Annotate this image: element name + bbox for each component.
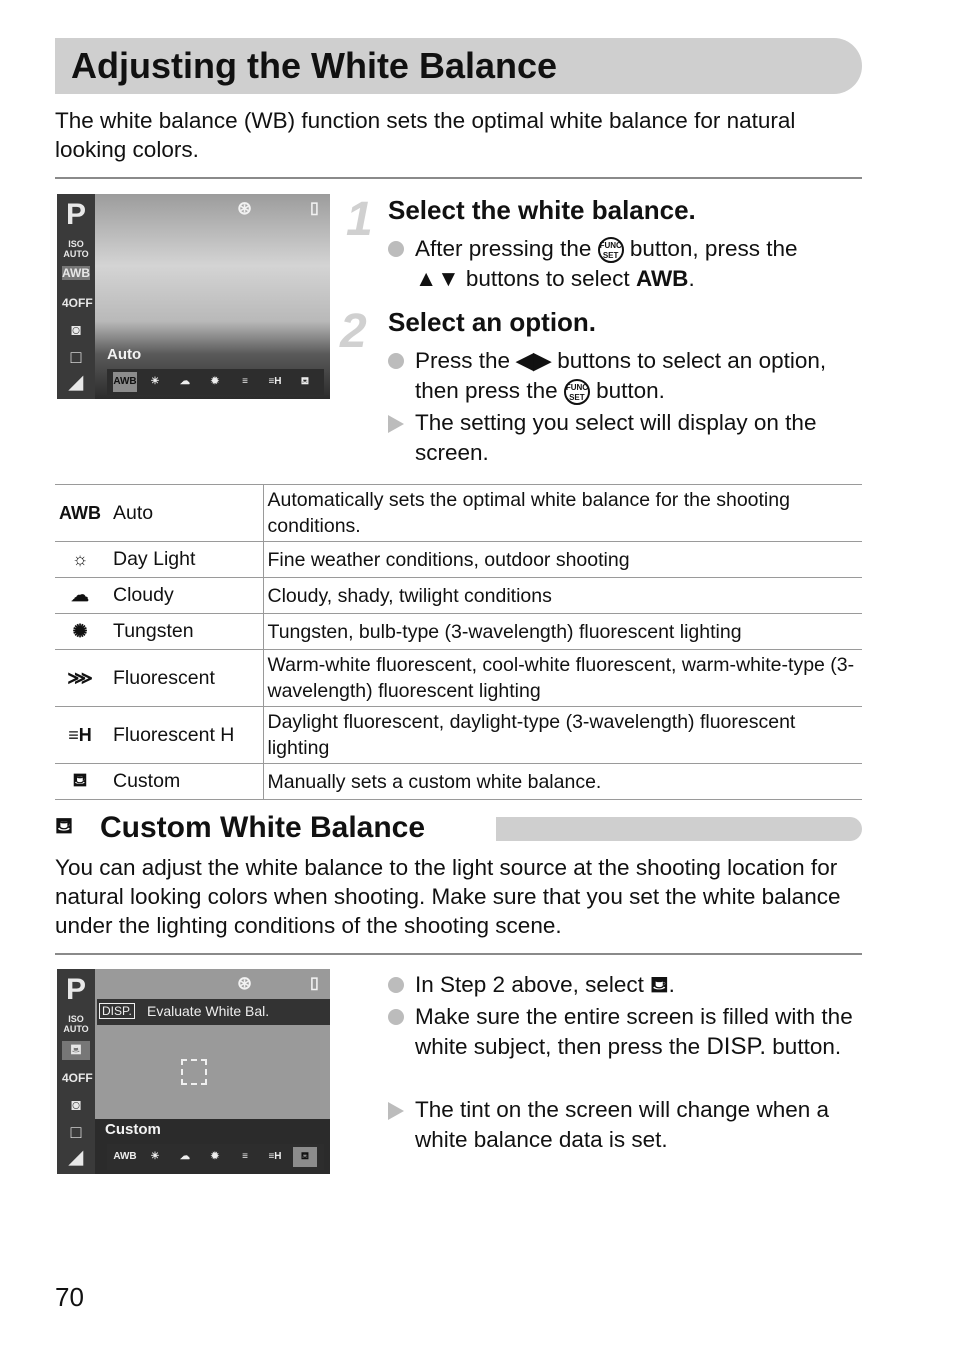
table-row — [55, 485, 862, 542]
divider — [55, 177, 862, 179]
wb-mode-icon: ☁ — [55, 578, 105, 614]
section-bar — [496, 817, 862, 841]
wb-option-icon: ≡ — [242, 376, 248, 387]
self-timer-icon: ◙ — [71, 322, 81, 339]
wb-option-icon: ≡H — [268, 1151, 282, 1162]
disp-icon: DISP. — [99, 1003, 135, 1019]
battery-icon: ▯ — [310, 975, 319, 992]
left-right-arrows-icon: ◀▶ — [516, 348, 551, 373]
wb-mode-name: Cloudy — [105, 578, 263, 614]
wb-option-icon: ☁ — [180, 376, 190, 387]
table-row — [55, 764, 862, 800]
mode-p-icon: P — [65, 973, 86, 1006]
self-timer-icon: ◙ — [71, 1097, 81, 1114]
wb-option-bar — [107, 1144, 324, 1170]
func-set-icon: FUNC SET — [564, 379, 590, 405]
wb-option-icon: ≡ — [242, 1151, 248, 1162]
wb-mode-desc: Manually sets a custom white balance. — [263, 764, 862, 800]
iso-icon: ISO AUTO — [63, 1014, 89, 1034]
wb-mode-name: Fluorescent H — [105, 707, 263, 764]
wb-option-icon: ✹ — [210, 1151, 220, 1162]
wb-option-icon: ☀ — [150, 1151, 160, 1162]
table-row — [55, 542, 862, 578]
awb-icon: AWB — [635, 266, 689, 291]
camera-screen-custom — [57, 969, 330, 1174]
mode-p-icon: P — [65, 198, 86, 231]
evaluate-label: Evaluate White Bal. — [147, 1003, 270, 1019]
custom-wb-icon: ⛾ — [62, 1041, 90, 1060]
camera-screen-wb — [57, 194, 330, 399]
awb-icon: AWB — [62, 266, 90, 280]
custom-bullet: In Step 2 above, select ⛾. — [415, 970, 855, 1000]
step-title: Select the white balance. — [388, 195, 696, 225]
table-row — [55, 614, 862, 650]
wb-mode-desc: Daylight fluorescent, daylight-type (3-wavelength) fluorescent lighting — [263, 707, 862, 764]
drive-icon: □ — [70, 347, 82, 367]
wb-label: Custom — [105, 1121, 161, 1138]
step2-result: The setting you select will display on the screen. — [415, 408, 855, 468]
intro-text: The white balance (WB) function sets the optimal white balance for natural looking colors. — [55, 108, 796, 162]
wb-mode-desc: Fine weather conditions, outdoor shooting — [263, 542, 862, 578]
wb-option-icon: ☀ — [150, 376, 160, 387]
wb-option-icon: ≡H — [268, 376, 282, 387]
disp-icon: DISP. — [706, 1033, 767, 1060]
size-icon: ◢ — [69, 372, 83, 392]
func-set-icon: FUNC SET — [598, 237, 624, 263]
step-number: 1 — [346, 193, 373, 246]
section-title: Custom White Balance — [100, 811, 426, 844]
wb-option-icon: ✹ — [210, 376, 220, 387]
wb-mode-icon: ☼ — [55, 542, 105, 578]
table-row — [55, 578, 862, 614]
divider — [55, 953, 862, 955]
wb-mode-name: Fluorescent — [105, 650, 263, 707]
wb-mode-icon: AWB — [55, 485, 105, 542]
step2-bullet: Press the ◀▶ buttons to select an option, then press the FUNC SET button. — [415, 346, 865, 406]
custom-bullet: Make sure the entire screen is filled with the white subject, then press the DISP. button. — [415, 1002, 855, 1062]
wb-mode-desc: Automatically sets the optimal white balance for the shooting conditions. — [263, 485, 862, 542]
wb-mode-desc: Tungsten, bulb-type (3-wavelength) fluorescent lighting — [263, 614, 862, 650]
wb-mode-name: Tungsten — [105, 614, 263, 650]
wb-option-icon: ☁ — [180, 1151, 190, 1162]
camera-sidebar — [57, 969, 95, 1174]
size-icon: ◢ — [69, 1147, 83, 1167]
custom-wb-icon: ⛾ — [55, 813, 73, 838]
page-number: 70 — [55, 1282, 84, 1312]
wb-mode-name: Day Light — [105, 542, 263, 578]
up-down-arrows-icon: ▲▼ — [415, 266, 460, 291]
wb-mode-icon: ✺ — [55, 614, 105, 650]
table-row — [55, 707, 862, 764]
focus-frame — [181, 1059, 207, 1085]
step1-bullet: After pressing the FUNC SET button, press the ▲▼ buttons to select AWB. — [415, 234, 855, 294]
wb-mode-name: Auto — [105, 485, 263, 542]
custom-result: The tint on the screen will change when a white balance data is set. — [415, 1095, 860, 1155]
section-text: You can adjust the white balance to the light source at the shooting location for natural looking colors when shooting. Make sure that you set the white balance under the lighting conditions of the shooting scene. — [55, 855, 841, 938]
wb-table — [55, 484, 862, 800]
iso-icon: ISO AUTO — [63, 239, 89, 259]
title-bar — [55, 38, 862, 94]
table-row — [55, 650, 862, 707]
flash-off-icon: 4OFF — [62, 1071, 93, 1085]
stabilizer-icon: ⊛ — [237, 198, 253, 218]
wb-option-icon: AWB — [113, 372, 137, 392]
drive-icon: □ — [70, 1122, 82, 1142]
wb-mode-icon: ⋙ — [55, 650, 105, 707]
stabilizer-icon: ⊛ — [237, 973, 253, 993]
camera-sidebar — [57, 194, 95, 399]
wb-mode-icon: ≡H — [55, 707, 105, 764]
wb-mode-name: Custom — [105, 764, 263, 800]
evaluate-bar — [97, 999, 330, 1025]
custom-wb-icon: ⛾ — [650, 972, 669, 997]
step-number: 2 — [340, 305, 367, 358]
wb-option-icon: ⛾ — [300, 376, 310, 387]
wb-option-icon: ⛾ — [293, 1147, 317, 1167]
wb-option-icon: AWB — [113, 1151, 137, 1162]
step-title: Select an option. — [388, 307, 597, 337]
battery-icon: ▯ — [310, 200, 319, 217]
wb-option-bar — [107, 369, 324, 395]
wb-mode-desc: Warm-white fluorescent, cool-white fluorescent, warm-white-type (3-wavelength) fluorescent lighting — [263, 650, 862, 707]
wb-mode-icon: ⛾ — [55, 764, 105, 800]
wb-label: Auto — [107, 346, 142, 363]
wb-mode-desc: Cloudy, shady, twilight conditions — [263, 578, 862, 614]
flash-off-icon: 4OFF — [62, 296, 93, 310]
page-title: Adjusting the White Balance — [71, 45, 558, 86]
